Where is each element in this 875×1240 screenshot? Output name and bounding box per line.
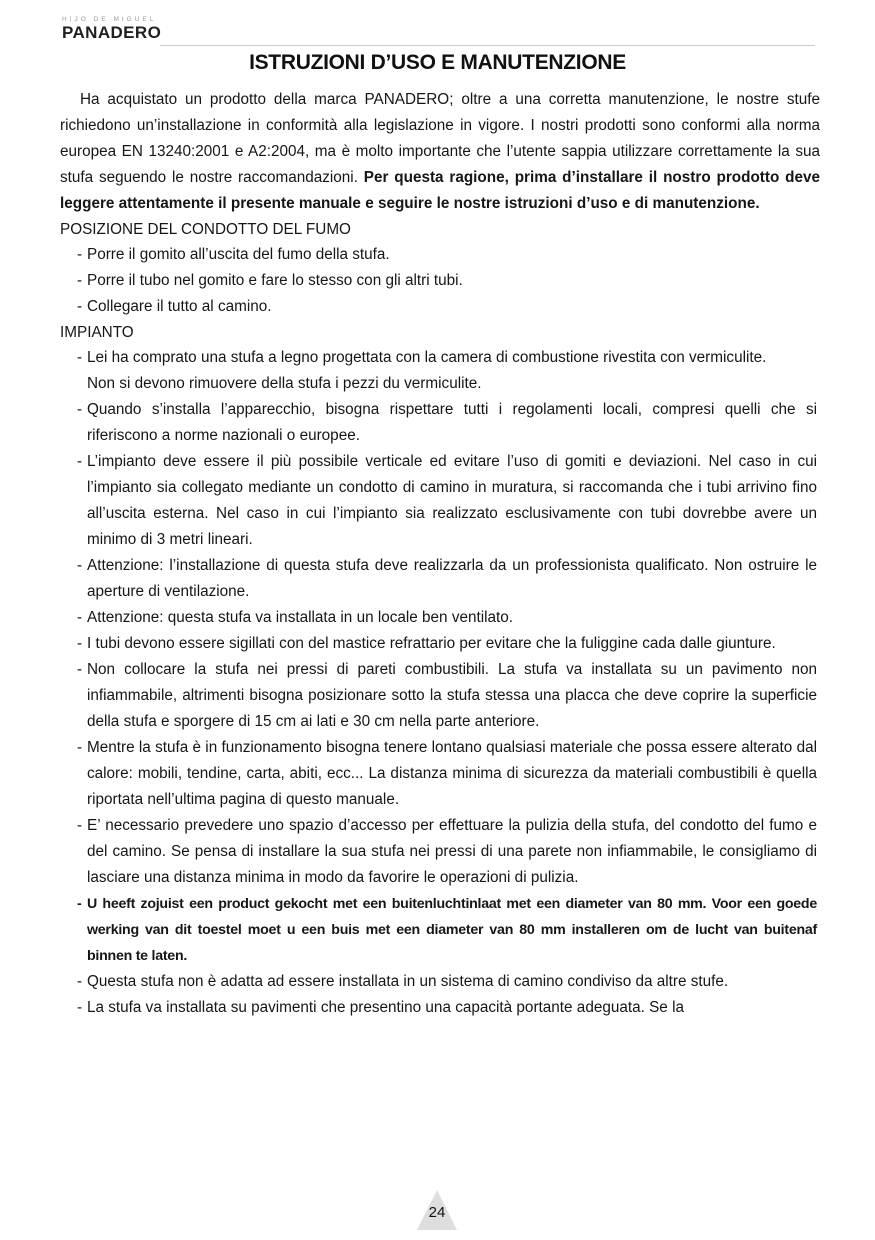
intro-paragraph xyxy=(60,87,820,217)
list-item: - I tubi devono essere sigillati con del mastice refrattario per evitare che la fuliggine cada dalle giunture. xyxy=(60,631,820,657)
page-number: 24 xyxy=(428,1204,446,1221)
list-item: - Collegare il tutto al camino. xyxy=(60,294,820,320)
list-item: - Questa stufa non è adatta ad essere installata in un sistema di camino condiviso da altre stufe. xyxy=(60,969,820,995)
list-item: - Non collocare la stufa nei pressi di pareti combustibili. La stufa va installata su un pavimento non infiammabile, altrimenti bisogna posizionare sotto la stufa stessa una placca che deve coprire la superficie della stufa e sporgere di 15 cm ai lati e 30 cm nella parte anteriore. xyxy=(60,657,820,735)
list-item: - Porre il gomito all’uscita del fumo della stufa. xyxy=(60,242,820,268)
intro-text: Ha acquistato un prodotto della marca PANADERO; oltre a una corretta manutenzione, le nostre stufe richiedono un’installazione in conformità alla legislazione in vigore. I nostri prodotti sono conformi alla norma europea EN 13240:2001 e A2:2004, ma è molto importante che l’utente sappia utilizzare correttamente la sua stufa seguendo le nostre raccomandazioni. xyxy=(60,91,820,186)
list-item: - Quando s’installa l’apparecchio, bisogna rispettare tutti i regolamenti locali, compresi quelli che si riferiscono a norme nazionali o europee. xyxy=(60,397,820,449)
document-body xyxy=(60,87,820,1021)
page-number-tab xyxy=(405,1189,469,1230)
list-item: - Attenzione: questa stufa va installata in un locale ben ventilato. xyxy=(60,605,820,631)
brand-subtitle: HIJO DE MIGUEL xyxy=(62,16,157,23)
list-item-bold: - U heeft zojuist een product gekocht met een buitenluchtinlaat met een diameter van 80 mm. Voor een goede werking van dit toestel moet u een buis met een diameter van 80 mm installeren om de lucht van buitenaf binnen te laten. xyxy=(60,891,820,969)
page-title: ISTRUZIONI D’USO E MANUTENZIONE xyxy=(249,51,626,74)
list-item-note: Non si devono rimuovere della stufa i pezzi du vermiculite. xyxy=(87,375,482,392)
install-section-heading: IMPIANTO xyxy=(60,324,134,341)
intro-bold-text: Per questa ragione, prima d’installare il nostro prodotto deve leggere attentamente il presente manuale e seguire le nostre istruzioni d’uso e di manutenzione. xyxy=(60,169,821,212)
list-item: - E’ necessario prevedere uno spazio d’accesso per effettuare la pulizia della stufa, del condotto del fumo e del camino. Se pensa di installare la sua stufa nei pressi di una parete non infiammabile, le consigliamo di lasciare una distanza minima in modo da favorire le operazioni di pulizia. xyxy=(60,813,820,891)
smoke-section-heading: POSIZIONE DEL CONDOTTO DEL FUMO xyxy=(60,221,351,238)
smoke-list xyxy=(60,242,820,320)
list-item: - Porre il tubo nel gomito e fare lo stesso con gli altri tubi. xyxy=(60,268,820,294)
brand-name: PANADERO xyxy=(62,23,162,42)
list-item xyxy=(60,345,820,397)
list-item: - L’impianto deve essere il più possibile verticale ed evitare l’uso di gomiti e deviazioni. Nel caso in cui l’impianto sia collegato mediante un condotto di camino in muratura, si raccomanda che i tubi arrivino fino all’uscita esterna. Nel caso in cui l’impianto sia realizzato esclusivamente con tubi dovrebbe avere un minimo di 3 metri lineari. xyxy=(60,449,820,553)
brand-logo xyxy=(62,16,161,42)
list-item: - Attenzione: l’installazione di questa stufa deve realizzarla da un professionista qualificato. Non ostruire le aperture di ventilazione. xyxy=(60,553,820,605)
list-item-text: - Lei ha comprato una stufa a legno progettata con la camera di combustione rivestita con vermiculite. xyxy=(87,349,767,366)
list-item: - La stufa va installata su pavimenti che presentino una capacità portante adeguata. Se la xyxy=(60,995,820,1021)
install-list xyxy=(60,345,820,1021)
list-item: - Mentre la stufa è in funzionamento bisogna tenere lontano qualsiasi materiale che possa essere alterato dal calore: mobili, tendine, carta, abiti, ecc... La distanza minima di sicurezza da materiali combustibili è quella riportata nell’ultima pagina di questo manuale. xyxy=(60,735,820,813)
header-divider xyxy=(160,45,815,46)
